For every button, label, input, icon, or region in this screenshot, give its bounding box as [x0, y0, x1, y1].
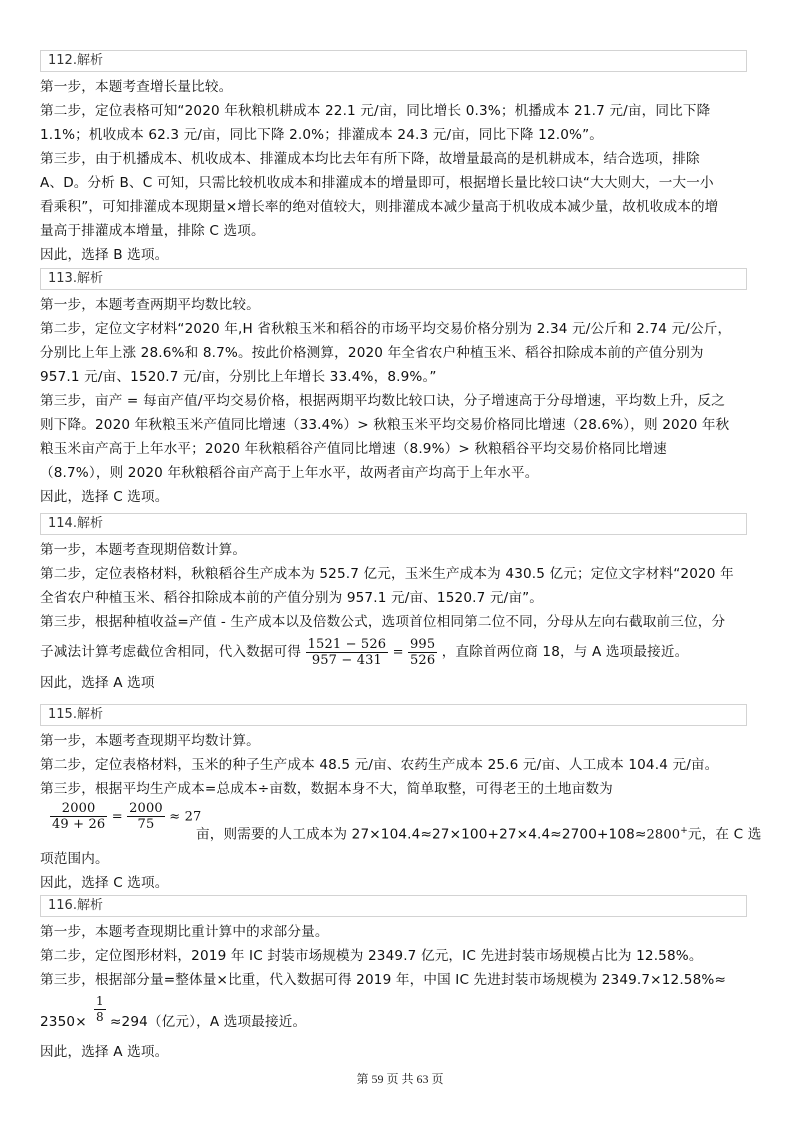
fraction-2 [408, 637, 437, 668]
text-line: 全省农户种植玉米、稻谷扣除成本前的产值分别为 957.1 元/亩、1520.7 元/亩”。 [40, 590, 544, 606]
fraction-numerator: 2000 [61, 801, 96, 816]
fraction-numerator: 1521 − 526 [307, 636, 387, 652]
page-footer: 第 59 页 共 63 页 [356, 1072, 444, 1086]
fraction-denominator: 526 [410, 652, 436, 668]
fraction-numerator: 1 [96, 994, 104, 1008]
conclusion: 因此，选择 A 选项。 [40, 1044, 169, 1060]
text-line: 则下降。2020 年秋粮玉米产值同比增速（33.4%）> 秋粮玉米平均交易价格同比增速（28.6%），则 2020 年秋 [40, 417, 730, 433]
text-line: 957.1 元/亩、1520.7 元/亩，分别比上年增长 33.4%，8.9%。” [40, 369, 437, 385]
text-line: 第一步，本题考查现期倍数计算。 [40, 542, 247, 558]
section-header: 114.解析 [40, 513, 747, 535]
text-line: 第一步，本题考查两期平均数比较。 [40, 297, 260, 313]
text-line: 第二步，定位表格材料，秋粮稻谷生产成本为 525.7 亿元，玉米生产成本为 430.5 亿元；定位文字材料“2020 年 [40, 566, 734, 582]
text-line: 第二步，定位表格可知“2020 年秋粮机耕成本 22.1 元/亩，同比增长 0.3%；机播成本 21.7 元/亩，同比下降 [40, 103, 711, 119]
formula-suffix: ，直除首两位商 18，与 A 选项最接近。 [441, 644, 689, 660]
text-line: A、D。分析 B、C 可知，只需比较机收成本和排灌成本的增量即可，根据增长量比较口诀“大大则大，一大一小 [40, 175, 714, 191]
text-line: 分别比上年上涨 28.6%和 8.7%。按此价格测算，2020 年全省农户种植玉米、稻谷扣除成本前的产值分别为 [40, 345, 704, 361]
text-line: 第三步，亩产 = 每亩产值/平均交易价格，根据两期平均数比较口诀，分子增速高于分母增速，平均数上升，反之 [40, 393, 725, 409]
fraction-denominator: 75 [127, 816, 165, 832]
text-line: 第一步，本题考查增长量比较。 [40, 79, 233, 95]
text-line: 第二步，定位图形材料，2019 年 IC 封装市场规模为 2349.7 亿元，IC 先进封装市场规模占比为 12.58%。 [40, 948, 703, 964]
text-line: 因此，选择 C 选项。 [40, 489, 169, 505]
conclusion: 因此，选择 C 选项。 [40, 875, 169, 891]
text-line: 第一步，本题考查现期平均数计算。 [40, 733, 260, 749]
section-header: 116.解析 [40, 895, 747, 917]
formula-line [40, 801, 762, 847]
text-line: 第二步，定位文字材料“2020 年,H 省秋粮玉米和稻谷的市场平均交易价格分别为 2.34 元/公斤和 2.74 元/公斤， [40, 321, 732, 337]
fraction-numerator: 2000 [129, 801, 163, 816]
formula-prefix: 子减法计算考虑截位舍相同，代入数据可得 [40, 644, 302, 660]
text-line: （8.7%），则 2020 年秋粮稻谷亩产高于上年水平，故两者亩产均高于上年水平。 [40, 465, 539, 481]
section-116 [40, 895, 750, 1064]
calc-text: 亩，则需要的人工成本为 27×104.4≈27×100+27×4.4≈2700+108≈ [196, 826, 647, 843]
section-112 [40, 50, 750, 267]
fraction-numerator: 995 [410, 636, 436, 652]
calc-suffix: 元，在 C 选 [687, 826, 762, 843]
text-line: 第三步，由于机播成本、机收成本、排灌成本均比去年有所下降，故增量最高的是机耕成本，结合选项，排除 [40, 151, 700, 167]
formula-block: $\frac{2000}{49 + 26}$ = $\frac{2000}{75}$ ≈ 27 [52, 801, 202, 832]
text-line: 项范围内。 [40, 851, 109, 867]
calc-prefix: 2350× [40, 1014, 87, 1030]
fraction-2 [127, 801, 165, 832]
fraction-denominator: 8 [96, 1010, 104, 1024]
section-header: 115.解析 [40, 704, 747, 726]
calc-text-block [196, 819, 761, 848]
text-line: 第三步，根据部分量=整体量×比重，代入数据可得 2019 年，中国 IC 先进封装市场规模为 2349.7×12.58%≈ [40, 972, 726, 988]
approx-value: ≈ 27 [169, 809, 202, 825]
text-line: 粮玉米亩产高于上年水平；2020 年秋粮稻谷产值同比增速（8.9%）> 秋粮稻谷平均交易价格同比增速 [40, 441, 667, 457]
fraction-denominator: 957 − 431 [306, 652, 389, 668]
section-header: 112.解析 [40, 50, 747, 72]
section-header: 113.解析 [40, 268, 747, 290]
formula-line: 子减法计算考虑截位舍相同，代入数据可得 $\frac{1521 - 526}{957 - 431}$ = $\frac{995}{526}$ ，直除首两位商 18，与 A 选项最接近。 [40, 636, 689, 668]
fraction-1 [306, 637, 389, 668]
section-113 [40, 268, 750, 509]
text-line: 1.1%；机收成本 62.3 元/亩，同比下降 2.0%；排灌成本 24.3 元/亩，同比下降 12.0%”。 [40, 127, 604, 143]
fraction-1 [94, 994, 106, 1025]
calc-result: 2800 [646, 827, 681, 843]
formula-line [40, 992, 750, 1032]
text-line: 第二步，定位表格材料，玉米的种子生产成本 48.5 元/亩、农药生产成本 25.6 元/亩、人工成本 104.4 元/亩。 [40, 757, 719, 773]
calc-suffix: ≈294（亿元），A 选项最接近。 [110, 1014, 307, 1030]
text-line: 看乘积”，可知排灌成本现期量×增长率的绝对值较大，则排灌成本减少量高于机收成本减少量，故机收成本的增 [40, 199, 719, 215]
text-line: 第三步，根据平均生产成本=总成本÷亩数，数据本身不大，简单取整，可得老王的土地亩数为 [40, 781, 613, 797]
calc-sup: + [680, 826, 688, 836]
text-line: 因此，选择 B 选项。 [40, 247, 169, 263]
text-line: 第一步，本题考查现期比重计算中的求部分量。 [40, 924, 329, 940]
fraction-denominator: 49 + 26 [52, 817, 106, 832]
conclusion: 因此，选择 A 选项 [40, 675, 155, 691]
text-line: 量高于排灌成本增量，排除 C 选项。 [40, 223, 265, 239]
fraction-1 [50, 801, 107, 832]
text-line: 第三步，根据种植收益=产值 - 生产成本以及倍数公式，选项首位相同第二位不同，分母从左向右截取前三位，分 [40, 614, 726, 630]
section-114 [40, 513, 750, 695]
section-115 [40, 704, 762, 895]
